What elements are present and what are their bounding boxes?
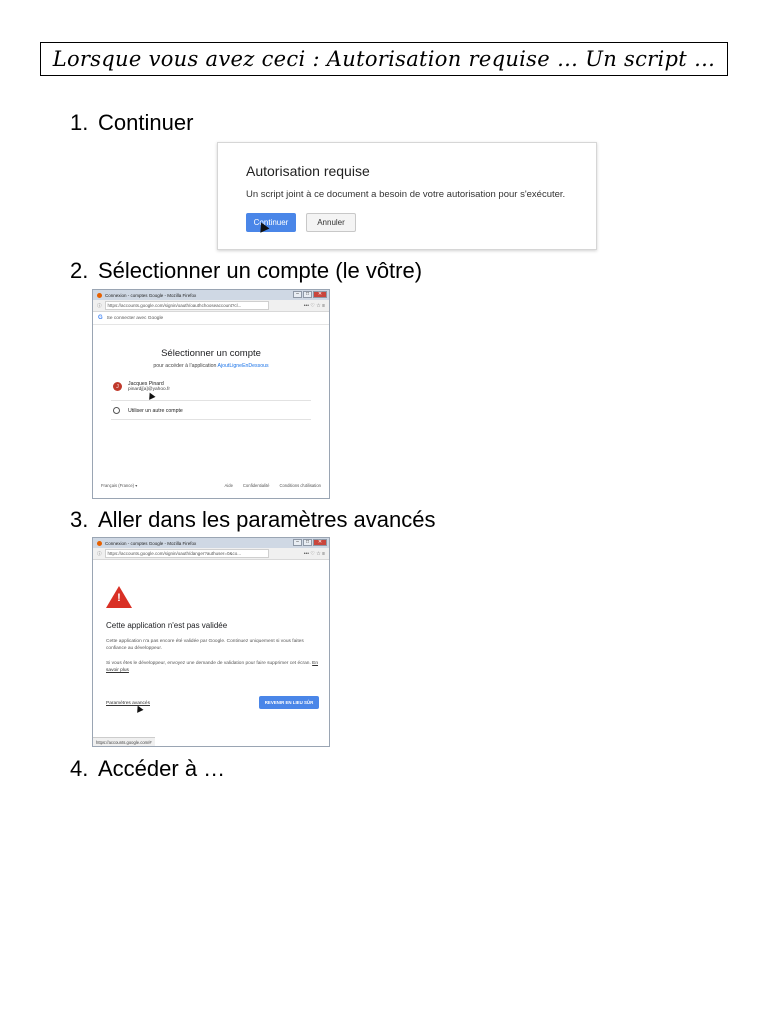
step-2	[70, 258, 422, 284]
google-signin-bar	[93, 312, 329, 325]
unverified-app-screenshot	[92, 537, 330, 747]
step-number: 2.	[70, 258, 89, 283]
url-field[interactable]: https://accounts.google.com/signin/oauth/oauthchooseaccount?cl...	[105, 301, 269, 310]
step-label: Sélectionner un compte (le vôtre)	[98, 258, 423, 283]
step-label: Accéder à …	[98, 756, 226, 781]
unverified-heading: Cette application n'est pas validée	[106, 621, 228, 630]
text-2-prefix: Si vous êtes le développeur, envoyez une demande de validation pour faire supprimer cet écran.	[106, 661, 313, 666]
close-icon[interactable]: ✕	[313, 539, 327, 546]
advanced-settings-link[interactable]: Paramètres avancés	[106, 701, 150, 706]
page-title-box	[40, 42, 728, 76]
info-icon: ⓘ	[97, 302, 102, 308]
mouse-cursor-icon	[146, 391, 155, 400]
account-chooser-screenshot	[92, 289, 330, 499]
learn-more-link[interactable]: En savoir plus	[106, 661, 319, 673]
dialog-heading: Autorisation requise	[246, 163, 370, 179]
account-name: Jacques Pinard	[128, 381, 164, 387]
divider	[111, 400, 311, 401]
unverified-text-1: Cette application n'a pas encore été validée par Google. Continuez uniquement si vous faites confiance au développeur.	[106, 639, 304, 651]
footer-links	[225, 483, 321, 488]
other-account-item[interactable]	[113, 407, 183, 414]
window-title: Connexion - comptes Google - Mozilla Firefox	[105, 540, 197, 546]
window-title: Connexion - comptes Google - Mozilla Firefox	[105, 292, 197, 298]
other-account-label: Utiliser un autre compte	[128, 407, 183, 414]
info-icon: ⓘ	[97, 550, 102, 556]
maximize-icon[interactable]: □	[303, 291, 312, 298]
page-title: Lorsque vous avez ceci : Autorisation requise … Un script …	[52, 47, 716, 71]
authorization-dialog-screenshot	[217, 142, 597, 250]
warning-mark: !	[117, 592, 121, 604]
account-email: pinardj[a]@yahoo.fr	[128, 387, 170, 392]
address-bar	[93, 548, 329, 560]
address-bar	[93, 300, 329, 312]
dialog-message: Un script joint à ce document a besoin de votre autorisation pour s'exécuter.	[246, 189, 566, 200]
status-bar: https://accounts.google.com/#	[93, 737, 155, 746]
firefox-icon	[97, 541, 102, 546]
step-4	[70, 756, 225, 782]
person-icon	[113, 407, 120, 414]
firefox-icon	[97, 293, 102, 298]
maximize-icon[interactable]: □	[303, 539, 312, 546]
toolbar-icons[interactable]: ••• ♡ ☆ ≡	[303, 550, 325, 557]
window-titlebar	[93, 290, 329, 300]
back-to-safety-button[interactable]: REVENIR EN LIEU SÛR	[259, 696, 319, 709]
step-number: 3.	[70, 507, 89, 532]
step-3	[70, 507, 436, 533]
account-item[interactable]	[113, 381, 170, 392]
minimize-icon[interactable]: –	[293, 291, 302, 298]
terms-link[interactable]: Conditions d'utilisation	[279, 483, 321, 488]
url-field[interactable]: https://accounts.google.com/signin/oauth/danger?authuser=0&co...	[105, 549, 269, 558]
unverified-text-2	[106, 660, 319, 674]
step-1	[70, 110, 193, 136]
step-label: Aller dans les paramètres avancés	[98, 507, 436, 532]
minimize-icon[interactable]: –	[293, 539, 302, 546]
toolbar-icons[interactable]: ••• ♡ ☆ ≡	[303, 302, 325, 309]
close-icon[interactable]: ✕	[313, 291, 327, 298]
app-name-link[interactable]: AjoutLigneEnDessous	[217, 363, 269, 369]
window-titlebar	[93, 538, 329, 548]
language-select[interactable]: Français (France) ▾	[101, 483, 138, 488]
help-link[interactable]: Aide	[224, 483, 233, 488]
chooser-footer	[101, 483, 321, 488]
chooser-heading: Sélectionner un compte	[161, 348, 261, 359]
signin-bar-label: Se connecter avec Google	[106, 315, 164, 321]
cancel-button[interactable]: Annuler	[306, 213, 356, 232]
step-label: Continuer	[98, 110, 194, 135]
step-number: 4.	[70, 756, 89, 781]
divider	[111, 419, 311, 420]
chooser-subtitle	[93, 363, 329, 369]
subtitle-prefix: pour accéder à l'application	[153, 363, 218, 369]
google-logo-icon: G	[98, 315, 103, 321]
window-controls	[293, 539, 327, 546]
window-controls	[293, 291, 327, 298]
privacy-link[interactable]: Confidentialité	[242, 483, 270, 488]
continue-button[interactable]: Continuer	[246, 213, 296, 232]
avatar: J	[113, 382, 122, 391]
step-number: 1.	[70, 110, 89, 135]
